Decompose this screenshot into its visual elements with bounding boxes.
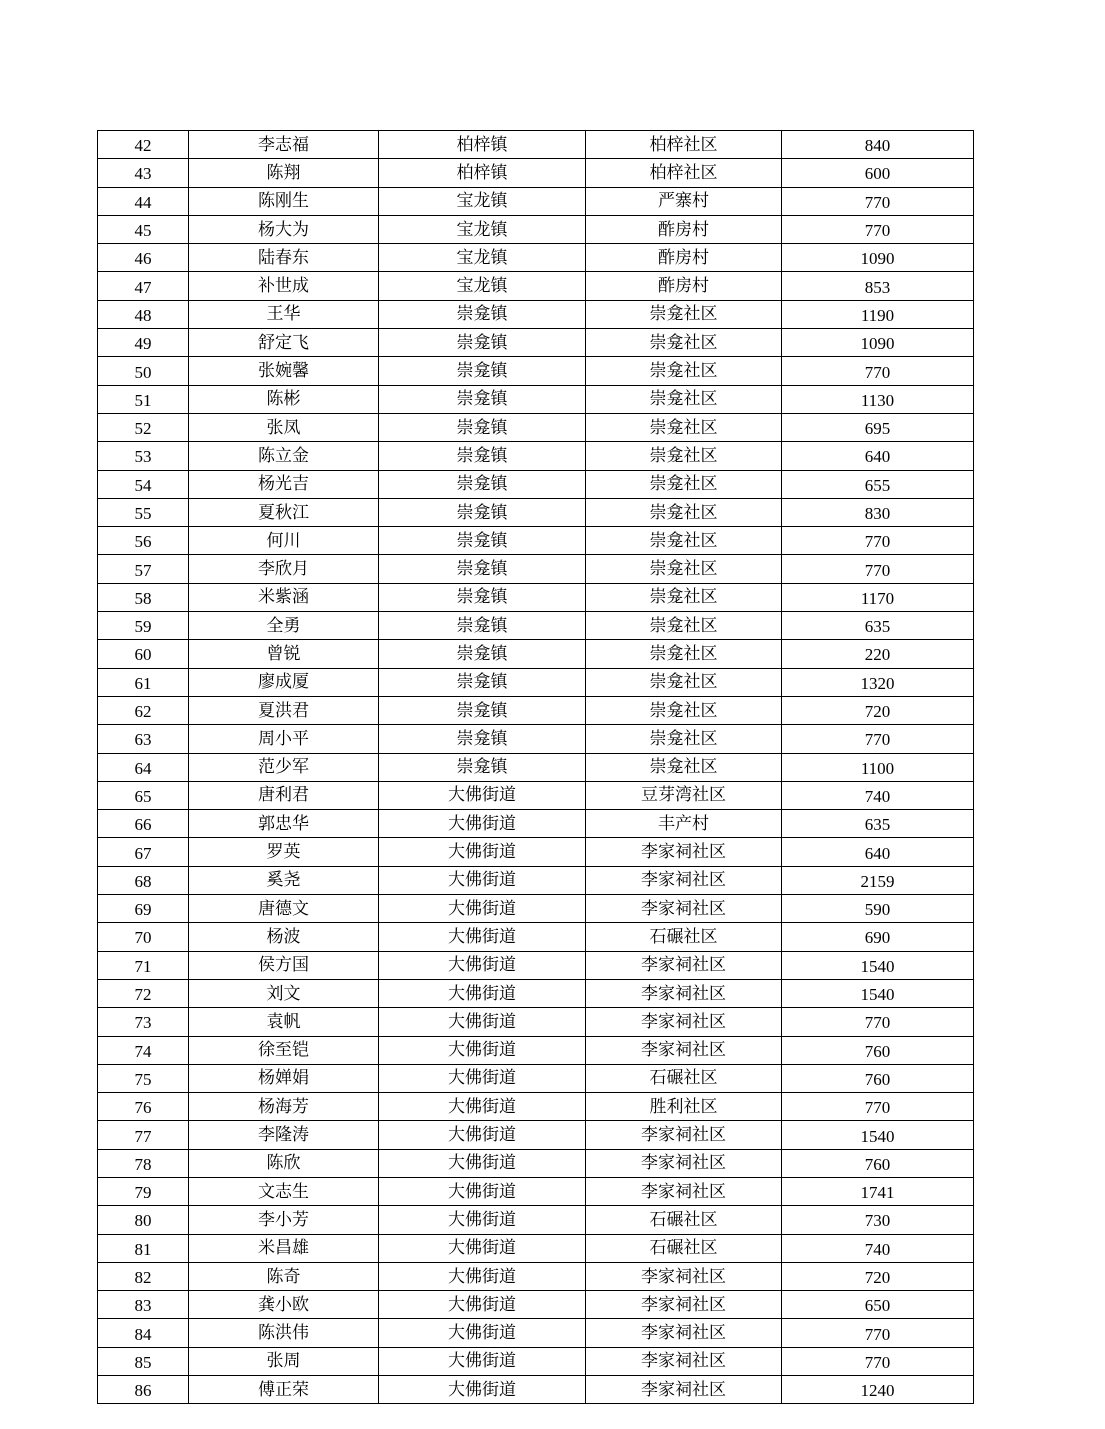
row-number-cell: 49 [98, 329, 189, 357]
table-row [98, 668, 974, 696]
amount-cell: 770 [782, 215, 974, 243]
table-row [98, 1177, 974, 1205]
table-row [98, 781, 974, 809]
row-number-cell: 45 [98, 215, 189, 243]
amount-cell: 770 [782, 1319, 974, 1347]
amount-cell: 1090 [782, 244, 974, 272]
name-cell: 文志生 [189, 1177, 379, 1205]
amount-cell: 720 [782, 1262, 974, 1290]
town-cell: 大佛街道 [379, 838, 586, 866]
table-row [98, 866, 974, 894]
community-cell: 崇龛社区 [586, 329, 782, 357]
town-cell: 崇龛镇 [379, 753, 586, 781]
town-cell: 崇龛镇 [379, 413, 586, 441]
amount-cell: 635 [782, 810, 974, 838]
community-cell: 柏梓社区 [586, 159, 782, 187]
community-cell: 李家祠社区 [586, 979, 782, 1007]
amount-cell: 600 [782, 159, 974, 187]
name-cell: 陈彬 [189, 385, 379, 413]
amount-cell: 590 [782, 895, 974, 923]
amount-cell: 720 [782, 696, 974, 724]
community-cell: 崇龛社区 [586, 442, 782, 470]
row-number-cell: 71 [98, 951, 189, 979]
table-row [98, 810, 974, 838]
amount-cell: 1320 [782, 668, 974, 696]
community-cell: 崇龛社区 [586, 300, 782, 328]
name-cell: 李隆涛 [189, 1121, 379, 1149]
amount-cell: 2159 [782, 866, 974, 894]
row-number-cell: 48 [98, 300, 189, 328]
amount-cell: 770 [782, 725, 974, 753]
name-cell: 舒定飞 [189, 329, 379, 357]
row-number-cell: 61 [98, 668, 189, 696]
community-cell: 李家祠社区 [586, 1121, 782, 1149]
row-number-cell: 59 [98, 612, 189, 640]
name-cell: 徐至铠 [189, 1036, 379, 1064]
name-cell: 何川 [189, 527, 379, 555]
town-cell: 宝龙镇 [379, 187, 586, 215]
town-cell: 大佛街道 [379, 1376, 586, 1404]
community-cell: 崇龛社区 [586, 555, 782, 583]
name-cell: 傅正荣 [189, 1376, 379, 1404]
row-number-cell: 85 [98, 1347, 189, 1375]
amount-cell: 770 [782, 555, 974, 583]
town-cell: 大佛街道 [379, 1149, 586, 1177]
town-cell: 大佛街道 [379, 1177, 586, 1205]
community-cell: 李家祠社区 [586, 866, 782, 894]
name-cell: 陈奇 [189, 1262, 379, 1290]
amount-cell: 830 [782, 498, 974, 526]
name-cell: 米昌雄 [189, 1234, 379, 1262]
town-cell: 崇龛镇 [379, 640, 586, 668]
name-cell: 米紫涵 [189, 583, 379, 611]
row-number-cell: 83 [98, 1291, 189, 1319]
amount-cell: 1741 [782, 1177, 974, 1205]
amount-cell: 1190 [782, 300, 974, 328]
table-row [98, 951, 974, 979]
name-cell: 王华 [189, 300, 379, 328]
name-cell: 陈欣 [189, 1149, 379, 1177]
amount-cell: 1090 [782, 329, 974, 357]
community-cell: 李家祠社区 [586, 1376, 782, 1404]
community-cell: 严寨村 [586, 187, 782, 215]
community-cell: 崇龛社区 [586, 527, 782, 555]
community-cell: 李家祠社区 [586, 1149, 782, 1177]
community-cell: 石碾社区 [586, 1234, 782, 1262]
row-number-cell: 75 [98, 1064, 189, 1092]
town-cell: 大佛街道 [379, 1291, 586, 1319]
name-cell: 夏秋江 [189, 498, 379, 526]
row-number-cell: 70 [98, 923, 189, 951]
table-row [98, 979, 974, 1007]
table-row [98, 1234, 974, 1262]
name-cell: 陈翔 [189, 159, 379, 187]
name-cell: 龚小欧 [189, 1291, 379, 1319]
town-cell: 大佛街道 [379, 1206, 586, 1234]
community-cell: 柏梓社区 [586, 131, 782, 159]
table-row [98, 1206, 974, 1234]
amount-cell: 760 [782, 1036, 974, 1064]
name-cell: 郭忠华 [189, 810, 379, 838]
table-row [98, 1121, 974, 1149]
row-number-cell: 47 [98, 272, 189, 300]
name-cell: 张周 [189, 1347, 379, 1375]
name-cell: 曾锐 [189, 640, 379, 668]
community-cell: 崇龛社区 [586, 640, 782, 668]
amount-cell: 220 [782, 640, 974, 668]
town-cell: 大佛街道 [379, 1319, 586, 1347]
town-cell: 崇龛镇 [379, 696, 586, 724]
table-row [98, 329, 974, 357]
town-cell: 大佛街道 [379, 923, 586, 951]
town-cell: 大佛街道 [379, 1262, 586, 1290]
table-row [98, 1093, 974, 1121]
amount-cell: 640 [782, 442, 974, 470]
row-number-cell: 72 [98, 979, 189, 1007]
amount-cell: 1100 [782, 753, 974, 781]
amount-cell: 1130 [782, 385, 974, 413]
table-row [98, 696, 974, 724]
amount-cell: 730 [782, 1206, 974, 1234]
row-number-cell: 44 [98, 187, 189, 215]
amount-cell: 635 [782, 612, 974, 640]
row-number-cell: 58 [98, 583, 189, 611]
amount-cell: 740 [782, 781, 974, 809]
table-row [98, 215, 974, 243]
town-cell: 宝龙镇 [379, 215, 586, 243]
town-cell: 大佛街道 [379, 1121, 586, 1149]
row-number-cell: 74 [98, 1036, 189, 1064]
table-row [98, 244, 974, 272]
table-row [98, 1347, 974, 1375]
row-number-cell: 81 [98, 1234, 189, 1262]
town-cell: 崇龛镇 [379, 527, 586, 555]
name-cell: 夏洪君 [189, 696, 379, 724]
row-number-cell: 68 [98, 866, 189, 894]
row-number-cell: 42 [98, 131, 189, 159]
row-number-cell: 64 [98, 753, 189, 781]
row-number-cell: 50 [98, 357, 189, 385]
name-cell: 陈立金 [189, 442, 379, 470]
community-cell: 李家祠社区 [586, 1347, 782, 1375]
table-row [98, 470, 974, 498]
table-row [98, 923, 974, 951]
table-row [98, 357, 974, 385]
amount-cell: 650 [782, 1291, 974, 1319]
table-row [98, 131, 974, 159]
table-row [98, 1376, 974, 1404]
community-cell: 石碾社区 [586, 923, 782, 951]
amount-cell: 1540 [782, 1121, 974, 1149]
community-cell: 李家祠社区 [586, 1177, 782, 1205]
row-number-cell: 60 [98, 640, 189, 668]
row-number-cell: 67 [98, 838, 189, 866]
town-cell: 崇龛镇 [379, 668, 586, 696]
community-cell: 李家祠社区 [586, 1262, 782, 1290]
town-cell: 大佛街道 [379, 1234, 586, 1262]
name-cell: 陈洪伟 [189, 1319, 379, 1347]
table-row [98, 159, 974, 187]
town-cell: 柏梓镇 [379, 131, 586, 159]
town-cell: 崇龛镇 [379, 498, 586, 526]
row-number-cell: 55 [98, 498, 189, 526]
row-number-cell: 80 [98, 1206, 189, 1234]
row-number-cell: 65 [98, 781, 189, 809]
amount-cell: 840 [782, 131, 974, 159]
community-cell: 石碾社区 [586, 1206, 782, 1234]
town-cell: 柏梓镇 [379, 159, 586, 187]
town-cell: 大佛街道 [379, 866, 586, 894]
row-number-cell: 66 [98, 810, 189, 838]
town-cell: 宝龙镇 [379, 272, 586, 300]
name-cell: 全勇 [189, 612, 379, 640]
table-row [98, 1262, 974, 1290]
town-cell: 大佛街道 [379, 1036, 586, 1064]
community-cell: 李家祠社区 [586, 1036, 782, 1064]
town-cell: 大佛街道 [379, 1008, 586, 1036]
row-number-cell: 52 [98, 413, 189, 441]
table-row [98, 1008, 974, 1036]
amount-cell: 1240 [782, 1376, 974, 1404]
row-number-cell: 84 [98, 1319, 189, 1347]
community-cell: 崇龛社区 [586, 725, 782, 753]
name-cell: 杨波 [189, 923, 379, 951]
table-row [98, 895, 974, 923]
town-cell: 大佛街道 [379, 1347, 586, 1375]
table-row [98, 1319, 974, 1347]
table-row [98, 640, 974, 668]
town-cell: 崇龛镇 [379, 300, 586, 328]
community-cell: 崇龛社区 [586, 612, 782, 640]
table-row [98, 1036, 974, 1064]
name-cell: 陆春东 [189, 244, 379, 272]
community-cell: 胜利社区 [586, 1093, 782, 1121]
amount-cell: 760 [782, 1149, 974, 1177]
town-cell: 大佛街道 [379, 951, 586, 979]
town-cell: 崇龛镇 [379, 385, 586, 413]
town-cell: 崇龛镇 [379, 329, 586, 357]
name-cell: 补世成 [189, 272, 379, 300]
row-number-cell: 51 [98, 385, 189, 413]
name-cell: 杨大为 [189, 215, 379, 243]
table-row [98, 413, 974, 441]
name-cell: 张婉馨 [189, 357, 379, 385]
name-cell: 杨光吉 [189, 470, 379, 498]
row-number-cell: 54 [98, 470, 189, 498]
community-cell: 李家祠社区 [586, 838, 782, 866]
name-cell: 周小平 [189, 725, 379, 753]
amount-cell: 740 [782, 1234, 974, 1262]
amount-cell: 770 [782, 1093, 974, 1121]
town-cell: 大佛街道 [379, 979, 586, 1007]
amount-cell: 770 [782, 357, 974, 385]
table-row [98, 753, 974, 781]
community-cell: 崇龛社区 [586, 668, 782, 696]
row-number-cell: 69 [98, 895, 189, 923]
table-row [98, 527, 974, 555]
name-cell: 杨婵娟 [189, 1064, 379, 1092]
table-row [98, 725, 974, 753]
row-number-cell: 82 [98, 1262, 189, 1290]
table-row [98, 838, 974, 866]
amount-cell: 853 [782, 272, 974, 300]
community-cell: 崇龛社区 [586, 583, 782, 611]
community-cell: 酢房村 [586, 215, 782, 243]
community-cell: 李家祠社区 [586, 951, 782, 979]
amount-cell: 770 [782, 1347, 974, 1375]
table-row [98, 612, 974, 640]
row-number-cell: 79 [98, 1177, 189, 1205]
name-cell: 陈刚生 [189, 187, 379, 215]
town-cell: 崇龛镇 [379, 725, 586, 753]
town-cell: 大佛街道 [379, 810, 586, 838]
table-row [98, 272, 974, 300]
town-cell: 崇龛镇 [379, 612, 586, 640]
community-cell: 崇龛社区 [586, 357, 782, 385]
row-number-cell: 46 [98, 244, 189, 272]
amount-cell: 1540 [782, 979, 974, 1007]
name-cell: 张凤 [189, 413, 379, 441]
town-cell: 大佛街道 [379, 781, 586, 809]
amount-cell: 690 [782, 923, 974, 951]
row-number-cell: 62 [98, 696, 189, 724]
community-cell: 李家祠社区 [586, 895, 782, 923]
name-cell: 奚尧 [189, 866, 379, 894]
town-cell: 崇龛镇 [379, 442, 586, 470]
table-row [98, 555, 974, 583]
amount-cell: 770 [782, 527, 974, 555]
name-cell: 侯方国 [189, 951, 379, 979]
name-cell: 杨海芳 [189, 1093, 379, 1121]
table-row [98, 1291, 974, 1319]
name-cell: 唐德文 [189, 895, 379, 923]
table-row [98, 498, 974, 526]
row-number-cell: 63 [98, 725, 189, 753]
community-cell: 李家祠社区 [586, 1291, 782, 1319]
table-body [98, 131, 974, 1404]
community-cell: 酢房村 [586, 244, 782, 272]
town-cell: 崇龛镇 [379, 357, 586, 385]
town-cell: 宝龙镇 [379, 244, 586, 272]
community-cell: 丰产村 [586, 810, 782, 838]
name-cell: 袁帆 [189, 1008, 379, 1036]
community-cell: 李家祠社区 [586, 1319, 782, 1347]
community-cell: 崇龛社区 [586, 498, 782, 526]
community-cell: 李家祠社区 [586, 1008, 782, 1036]
name-cell: 李小芳 [189, 1206, 379, 1234]
name-cell: 唐利君 [189, 781, 379, 809]
name-cell: 廖成厦 [189, 668, 379, 696]
community-cell: 崇龛社区 [586, 470, 782, 498]
row-number-cell: 77 [98, 1121, 189, 1149]
amount-cell: 655 [782, 470, 974, 498]
amount-cell: 760 [782, 1064, 974, 1092]
name-cell: 刘文 [189, 979, 379, 1007]
row-number-cell: 73 [98, 1008, 189, 1036]
town-cell: 大佛街道 [379, 1093, 586, 1121]
table-row [98, 300, 974, 328]
row-number-cell: 86 [98, 1376, 189, 1404]
community-cell: 崇龛社区 [586, 696, 782, 724]
table-row [98, 583, 974, 611]
amount-cell: 770 [782, 187, 974, 215]
table-row [98, 1149, 974, 1177]
data-table [97, 130, 974, 1404]
row-number-cell: 57 [98, 555, 189, 583]
table-row [98, 1064, 974, 1092]
row-number-cell: 56 [98, 527, 189, 555]
town-cell: 大佛街道 [379, 895, 586, 923]
town-cell: 崇龛镇 [379, 555, 586, 583]
community-cell: 崇龛社区 [586, 413, 782, 441]
town-cell: 大佛街道 [379, 1064, 586, 1092]
row-number-cell: 76 [98, 1093, 189, 1121]
name-cell: 范少军 [189, 753, 379, 781]
name-cell: 罗英 [189, 838, 379, 866]
table-row [98, 442, 974, 470]
amount-cell: 1170 [782, 583, 974, 611]
community-cell: 石碾社区 [586, 1064, 782, 1092]
row-number-cell: 78 [98, 1149, 189, 1177]
table-row [98, 187, 974, 215]
name-cell: 李欣月 [189, 555, 379, 583]
table-row [98, 385, 974, 413]
community-cell: 豆芽湾社区 [586, 781, 782, 809]
row-number-cell: 43 [98, 159, 189, 187]
name-cell: 李志福 [189, 131, 379, 159]
amount-cell: 770 [782, 1008, 974, 1036]
town-cell: 崇龛镇 [379, 470, 586, 498]
community-cell: 崇龛社区 [586, 753, 782, 781]
community-cell: 崇龛社区 [586, 385, 782, 413]
amount-cell: 695 [782, 413, 974, 441]
community-cell: 酢房村 [586, 272, 782, 300]
amount-cell: 1540 [782, 951, 974, 979]
town-cell: 崇龛镇 [379, 583, 586, 611]
row-number-cell: 53 [98, 442, 189, 470]
amount-cell: 640 [782, 838, 974, 866]
